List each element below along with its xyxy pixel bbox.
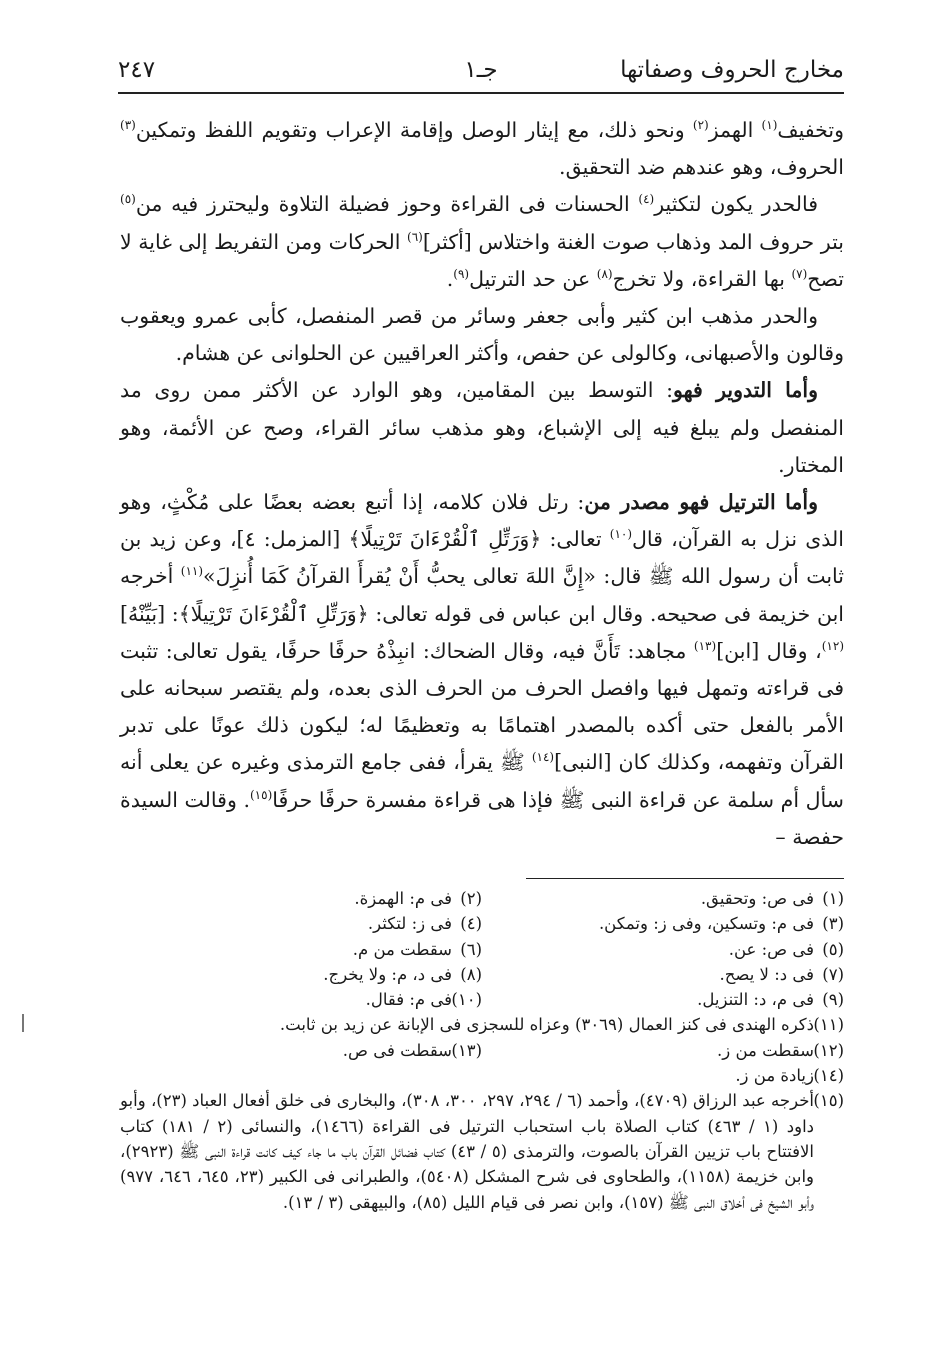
footnote-ref-9: (٩) [453,266,470,281]
running-title: مخارج الحروف وصفاتها [620,57,844,83]
running-header [118,52,844,88]
main-text [120,112,844,856]
footnote-row [120,911,844,936]
footnote-11: (١١)ذكره الهندى فى كنز العمال (٣٠٦٩) وعزاه للسجزى فى الإبانة عن زيد بن ثابت. [279,1015,844,1035]
footnote-ref-8: (٨) [596,266,613,281]
footnote-6: (٦)سقطت من م. [352,939,482,959]
footnote-13: (١٣)سقطت فى ص. [342,1040,482,1060]
paragraph-4: وأما التدوير فهو: التوسط بين المقامين، وهو الوارد عن الأكثر ممن روى مد المنفصل ولم يبلغ فيه إلى الإشباع، وهو مذهب سائر القراء، وصح عن الأئمة، وهو المختار. [120,378,844,477]
term-tadwir: وأما التدوير فهو [673,378,818,403]
footnote-ref-11: (١١) [180,564,204,579]
scan-artifact [22,1014,24,1032]
footnote-8: (٨)فى د، م: ولا يخرج. [323,964,482,984]
paragraph-3: والحدر مذهب ابن كثير وأبى جعفر وسائر من قصر المنفصل، كأبى عمرو ويعقوب وقالون والأصبهانى، وكالولى عن حفص، وأكثر العراقيين عن الحلوانى عن هشام. [120,304,844,366]
footnotes [120,886,844,1215]
footnote-ref-2: (٢) [692,118,709,133]
footnote-ref-4: (٤) [638,192,655,207]
paragraph-2: فالحدر يكون لتكثير$^{(٤)}$ الحسنات فى القراءة وحوز فضيلة التلاوة وليحترز فيه من$^{(٥)}$ بتر حروف المد وذهاب صوت الغنة واختلاس [أكثر]$^{(٦)}$ الحركات ومن التفريط إلى غاية لا تصح$^{(٧)}$ بها القراءة، ولا تخرج$^{(٨)}$ عن حد الترتيل$^{(٩)}$. [120,192,844,291]
page-number: ٢٤٧ [118,57,156,83]
footnote-ref-10: (١٠) [609,527,633,542]
footnote-1: (١)فى ص: وتحقيق. [700,889,844,908]
footnote-14: (١٤)زيادة من ز. [735,1066,844,1086]
footnote-4: (٤)فى ز: لتكثر. [367,914,482,934]
footnote-3: (٣)فى م: وتسكين، وفى ز: وتمكن. [598,914,844,934]
footnote-9: (٩)فى م، د: التنزيل. [697,990,844,1010]
footnote-row [120,1038,844,1063]
footnote-ref-14: (١٤) [531,750,555,765]
footnote-ref-12: (١٢) [821,639,844,654]
footnote-ref-7: (٧) [791,266,808,281]
footnote-7: (٧)فى د: لا يصح. [719,964,844,984]
footnote-12: (١٢)سقطت من ز. [716,1040,844,1060]
footnote-row [120,987,844,1012]
footnote-10: (١٠)فى م: فقال. [365,990,482,1010]
footnote-ref-15: (١٥) [249,787,273,802]
paragraph-1: وتخفيف$^{(١)}$ الهمز$^{(٢)}$ ونحو ذلك، مع إيثار الوصل وإقامة الإعراب وتقويم اللفظ وتمكين$^{(٣)}$ الحروف، وهو عندهم ضد التحقيق. [120,118,844,180]
footnote-ref-1: (١) [761,118,778,133]
volume-label: جـ١ [464,57,498,83]
term-tartil: وأما الترتيل فهو مصدر من [584,490,818,515]
footnote-ref-3: (٣) [120,118,136,133]
footnote-5: (٥)فى ص: عن. [728,939,844,959]
paragraph-5: وأما الترتيل فهو مصدر من: رتل فلان كلامه، إذا أتبع بعضه بعضًا على مُكْثٍ، وهو الذى نزل به القرآن، قال$^{(١٠)}$ تعالى: ﴿وَرَتِّلِ ٱلْقُرْءَانَ تَرْتِيلًا﴾ [المزمل: ٤]، وعن زيد بن ثابت أن رسول الله ﷺ قال: «إِنَّ اللهَ تعالى يحبُّ أَنْ يُقرأَ القرآنُ كَمَا أُنزِلَ»$^{(١١)}$ أخرجه ابن خزيمة فى صحيحه. وقال ابن عباس فى قوله تعالى: ﴿وَرَتِّلِ ٱلْقُرْءَانَ تَرْتِيلًا﴾: [بَيِّنْهُ]$^{(١٢)}$، وقال [ابن]$^{(١٣)}$ مجاهد: تَأَنَّ فيه، وقال الضحاك: انبِذْهُ حرفًا حرفًا، يقول تعالى: تثبت فى قراءته وتمهل فيها وافصل الحرف من الحرف الذى بعده، ولم يقتصر سبحانه على الأمر بالفعل حتى أكده بالمصدر اهتمامًا به وتعظيمًا له؛ ليكون ذلك عونًا على تدبر القرآن وتفهمه، وكذلك كان [النبى]$^{(١٤)}$ ﷺ يقرأ، ففى جامع الترمذى وغيره عن يعلى أنه سأل أم سلمة عن قراءة النبى ﷺ فإذا هى قراءة مفسرة حرفًا حرفًا$^{(١٥)}$. وقالت السيدة حفصة – [120,490,845,849]
footnote-row [120,962,844,987]
footnote-row [120,1012,844,1037]
header-rule [118,92,844,94]
footnote-ref-6: (٦) [407,229,423,244]
footnote-2: (٢)فى م: الهمزة. [354,889,482,908]
footnote-row [120,886,844,911]
footnote-ref-13: (١٣) [693,639,717,654]
footnote-row [120,1063,844,1088]
footnote-ref-5: (٥) [120,192,136,207]
footnote-row [120,937,844,962]
footnotes-rule [526,878,844,879]
footnote-15: (١٥)أخرجه عبد الرزاق (٤٧٠٩)، وأحمد (٦ / ٢٩٤، ٢٩٧، ٣٠٠، ٣٠٨)، والبخارى فى خلق أفعال العباد (٢٣)، وأبو داود (١ / ٤٦٣) كتاب الصلاة باب استحباب الترتيل فى القراءة (١٤٦٦)، والنسائى (٢ / ١٨١) كتاب الافتتاح باب تزيين القرآن بالصوت، والترمذى (٥ / ٤٣) كتاب فضائل القرآن باب ما جاء كيف كانت قراءة النبى ﷺ (٢٩٢٣)، وابن خزيمة (١١٥٨)، والطحاوى فى شرح المشكل (٥٤٠٨)، والطبرانى فى الكبير (٢٣، ٦٤٥، ٦٤٦، ٩٧٧) وأبو الشيخ فى أخلاق النبى ﷺ (١٥٧)، وابن نصر فى قيام الليل (٨٥)، والبيهقى (٣ / ١٣). [120,1091,844,1212]
